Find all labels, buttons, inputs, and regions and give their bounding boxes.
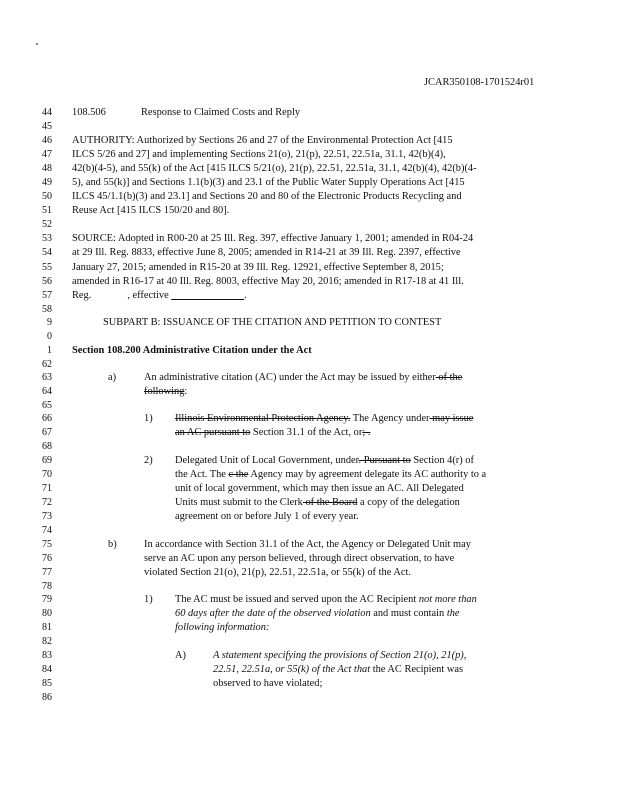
para-a-struck-following: following: [144, 386, 185, 397]
para-b1A-line1: A statement specifying the provisions of Section 21(o), 21(p),: [213, 650, 467, 661]
line-number: 54: [42, 247, 52, 258]
para-a2-line3: unit of local government, which may then issue an AC. All Delegated: [175, 483, 464, 494]
para-a1-agency-under: The Agency under: [350, 413, 430, 424]
line-number: 64: [42, 386, 52, 397]
line-number: 78: [42, 581, 52, 592]
line-number: 55: [42, 262, 52, 273]
para-a2-delegated-unit: Delegated Unit of Local Government: [175, 455, 331, 466]
source-reg-label: Reg.: [72, 290, 92, 301]
line-number: 67: [42, 427, 52, 438]
para-a1-or: , or: [348, 427, 363, 438]
line-number: 84: [42, 664, 52, 675]
line-number: 63: [42, 372, 52, 383]
para-b1-ac-must: The AC must be issued and served upon the AC Recipient: [175, 594, 419, 605]
para-b-line2: serve an AC upon any person believed, through direct observation, to have: [144, 553, 455, 564]
para-a1-struck-semicolon: ; .: [362, 427, 371, 438]
line-number: 85: [42, 678, 52, 689]
para-a2-copy: a copy of the delegation: [357, 497, 460, 508]
para-b-label: b): [108, 539, 117, 550]
subpart-heading: SUBPART B: ISSUANCE OF THE CITATION AND PETITION TO CONTEST: [103, 317, 442, 328]
para-a1-line1: [175, 413, 473, 424]
line-number: 0: [47, 331, 52, 342]
para-b1-line2: [175, 608, 460, 619]
para-a2-line4: [175, 497, 460, 508]
scan-speck: [36, 43, 38, 45]
line-number: 82: [42, 636, 52, 647]
para-a2-clerk: Units must submit to the Clerk: [175, 497, 303, 508]
para-a1-label: 1): [144, 413, 153, 424]
line-number: 1: [47, 345, 52, 356]
para-a-line1-text: An administrative citation (AC) under the Act may be issued by either: [144, 372, 436, 383]
line-number: 69: [42, 455, 52, 466]
line-number: 68: [42, 441, 52, 452]
authority-line: 5), and 55(k)] and Sections 1.1(b)(3) and 23.1 of the Public Water Supply Operations Act [415: [72, 177, 465, 188]
source-line: at 29 Ill. Reg. 8833, effective June 8, 2005; amended in R14-21 at 39 Ill. Reg. 2397, effective: [72, 247, 461, 258]
para-b1A-recipient: the AC Recipient was: [370, 664, 464, 675]
para-b1-the: the: [446, 608, 460, 619]
line-number: 47: [42, 149, 52, 160]
line-number: 81: [42, 622, 52, 633]
para-a2-line5: agreement on or before July 1 of every year.: [175, 511, 359, 522]
source-line: January 27, 2015; amended in R15-20 at 39 Ill. Reg. 12921, effective September 8, 2015;: [72, 262, 444, 273]
line-number: 70: [42, 469, 52, 480]
para-b1-line3: following information:: [175, 622, 270, 633]
para-b1A-sections: 22.51, 22.51a, or 55(k) of the Act that: [213, 664, 371, 675]
authority-line: ILCS 5/26 and 27] and implementing Sections 21(o), 21(p), 22.51, 22.51a, 31.1, 42(b)(4),: [72, 149, 446, 160]
para-a2-the-act: the Act. The: [175, 469, 229, 480]
line-number: 57: [42, 290, 52, 301]
line-number: 83: [42, 650, 52, 661]
para-a2-line2: [175, 469, 486, 480]
line-number: 75: [42, 539, 52, 550]
para-b1-line1: [175, 594, 477, 605]
source-line: amended in R16-17 at 40 Ill. Reg. 8003, effective May 20, 2016; amended in R17-18 at 41 Ill.: [72, 276, 464, 287]
line-number: 76: [42, 553, 52, 564]
para-b-line1: In accordance with Section 31.1 of the Act, the Agency or Delegated Unit may: [144, 539, 471, 550]
para-a2-label: 2): [144, 455, 153, 466]
authority-line: AUTHORITY: Authorized by Sections 26 and 27 of the Environmental Protection Act [415: [72, 135, 453, 146]
line-number: 77: [42, 567, 52, 578]
para-a1-section-ref: Section 31.1 of the Act: [250, 427, 349, 438]
para-b1A-label: A): [175, 650, 186, 661]
line-number: 50: [42, 191, 52, 202]
line-number: 71: [42, 483, 52, 494]
para-b1-label: 1): [144, 594, 153, 605]
line-number: 53: [42, 233, 52, 244]
para-a2-struck-pursuant: . Pursuant to: [358, 455, 411, 466]
para-a-colon: :: [184, 386, 188, 397]
line-number: 44: [42, 107, 52, 118]
source-effective-blank: ______________: [171, 290, 245, 301]
source-period: .: [244, 290, 247, 301]
para-a2-under: , under: [330, 455, 359, 466]
para-a1-struck-an-ac: an AC pursuant to: [175, 427, 251, 438]
line-number: 66: [42, 413, 52, 424]
line-number: 86: [42, 692, 52, 703]
para-a2-struck-the: c the: [228, 469, 249, 480]
line-number: 52: [42, 219, 52, 230]
para-b1-not-more-than: not more than: [418, 594, 477, 605]
para-b1A-line2: [213, 664, 463, 675]
line-number: 80: [42, 608, 52, 619]
line-number: 51: [42, 205, 52, 216]
line-number: 45: [42, 121, 52, 132]
authority-line: ILCS 45/1.1(b)(3) and 23.1] and Sections 20 and 80 of the Electronic Products Recycling and: [72, 191, 462, 202]
para-a-line2: [144, 386, 187, 397]
authority-line: 42(b)(4-5), and 55(k) of the Act [415 ILCS 5/21(o), 21(p), 22.51, 22.51a, 31.1, 42(b)(4), 42(b)(4-: [72, 163, 477, 174]
para-a2-agency-delegate: Agency may by agreement delegate its AC authority to a: [248, 469, 487, 480]
line-number: 9: [47, 317, 52, 328]
para-a2-section-4r: Section 4(r) of: [410, 455, 474, 466]
line-number: 79: [42, 594, 52, 605]
section-108-506-title: Response to Claimed Costs and Reply: [141, 107, 301, 118]
section-heading: Section 108.200 Administrative Citation under the Act: [72, 345, 312, 356]
para-a1-line2: [175, 427, 370, 438]
line-number: 74: [42, 525, 52, 536]
para-a2-struck-board: of the Board: [302, 497, 358, 508]
line-number: 58: [42, 304, 52, 315]
para-a2-line1: [175, 455, 474, 466]
para-b1-60-days: 60 days after the date of the observed violation: [175, 608, 371, 619]
para-b-line3: violated Section 21(o), 21(p), 22.51, 22.51a, or 55(k) of the Act.: [144, 567, 411, 578]
authority-line: Reuse Act [415 ILCS 150/20 and 80].: [72, 205, 230, 216]
source-last-line: [72, 290, 247, 301]
line-number: 62: [42, 359, 52, 370]
line-number: 73: [42, 511, 52, 522]
line-number: 65: [42, 400, 52, 411]
line-number: 48: [42, 163, 52, 174]
para-a1-struck-iepa: Illinois Environmental Protection Agency.: [175, 413, 351, 424]
para-a-struck-of-the: of the: [435, 372, 463, 383]
section-108-506-number: 108.506: [72, 107, 106, 118]
document-id: JCAR350108-1701524r01: [424, 77, 535, 88]
source-line: SOURCE: Adopted in R00-20 at 25 Ill. Reg. 397, effective January 1, 2001; amended in R04-24: [72, 233, 474, 244]
para-b1A-line3: observed to have violated;: [213, 678, 323, 689]
para-a-line1: [144, 372, 462, 383]
line-number: 46: [42, 135, 52, 146]
para-b1-must-contain: and must contain: [370, 608, 447, 619]
para-a1-struck-may-issue: may issue: [429, 413, 474, 424]
line-number: 56: [42, 276, 52, 287]
para-a-label: a): [108, 372, 117, 383]
line-number: 72: [42, 497, 52, 508]
line-number: 49: [42, 177, 52, 188]
source-effective-label: , effective: [127, 290, 169, 301]
